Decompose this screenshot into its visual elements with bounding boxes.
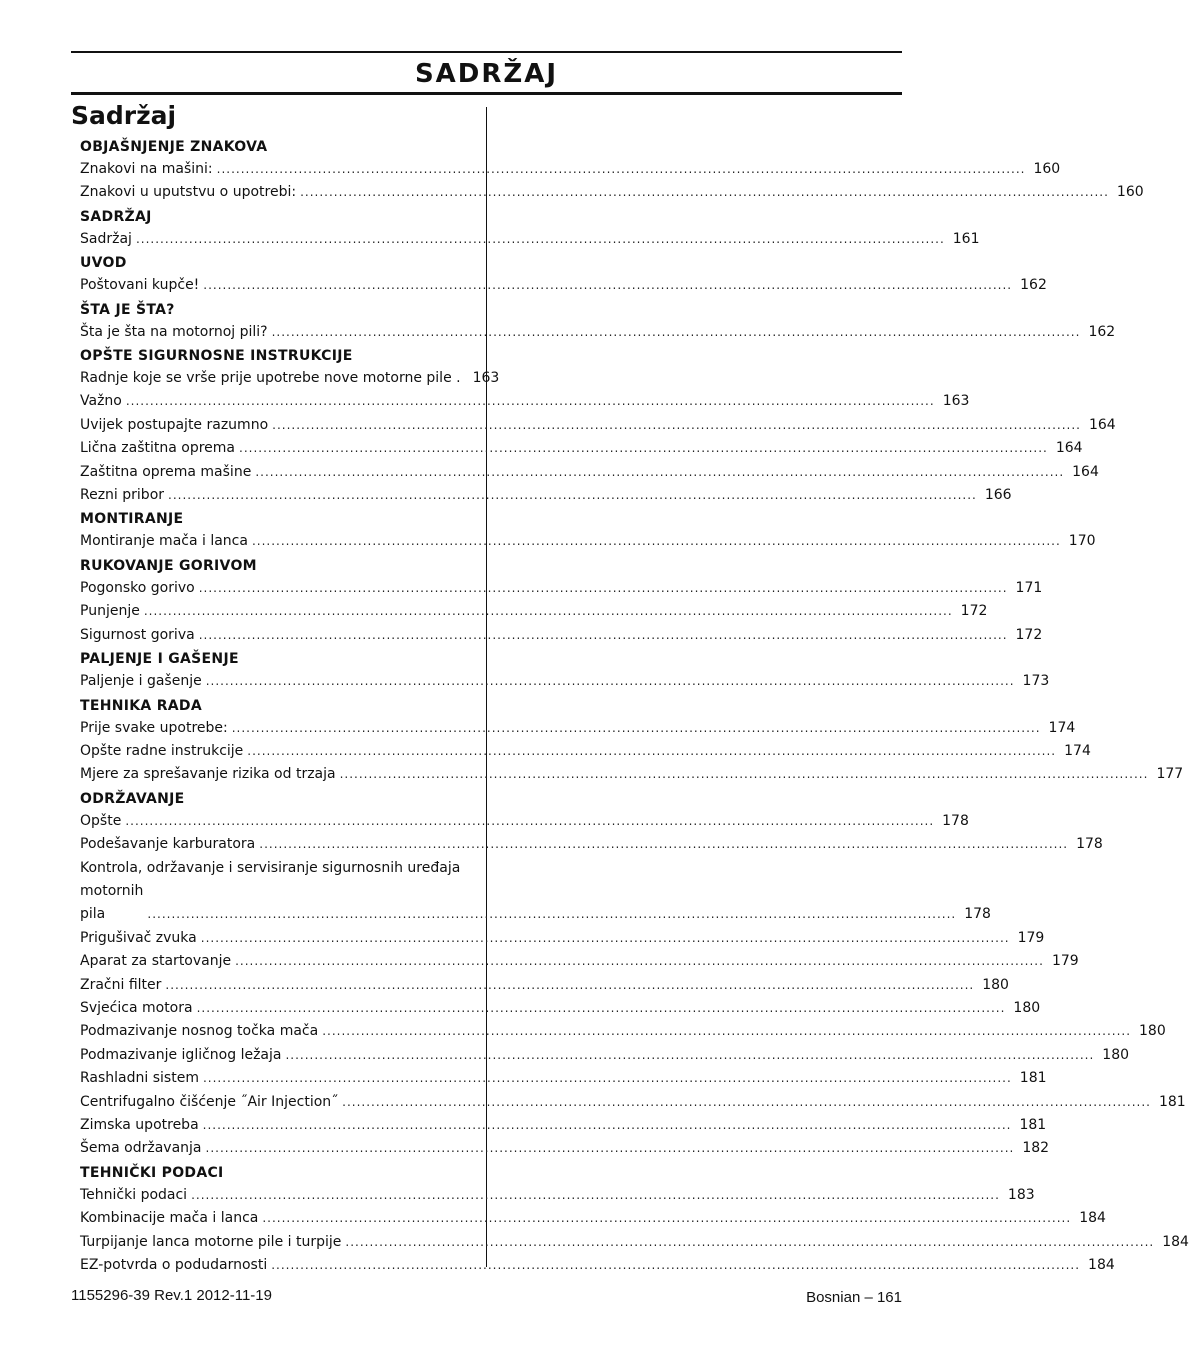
toc-page-number: 164 — [1055, 440, 1083, 457]
toc-entry[interactable] — [80, 1231, 1189, 1254]
toc-entry-label: Zimska upotreba — [80, 1117, 199, 1133]
toc-entry-label: Opšte — [80, 812, 122, 829]
toc-heading: RUKOVANJE GORIVOM — [80, 557, 257, 574]
toc-entry[interactable] — [80, 810, 969, 833]
dot-leader — [203, 274, 1012, 297]
toc-page-number: 180 — [1013, 999, 1041, 1016]
toc-entry[interactable] — [80, 740, 1091, 763]
toc-page-number: 181 — [1019, 1117, 1047, 1133]
toc-entry[interactable] — [80, 997, 1041, 1020]
toc-page-number: 162 — [1020, 277, 1047, 294]
toc-page-number: 173 — [1022, 673, 1050, 690]
toc-page-number: 172 — [960, 603, 988, 620]
dot-leader — [206, 670, 1015, 693]
toc-page-number: 177 — [1156, 766, 1184, 783]
toc-page-number: 160 — [1116, 184, 1144, 201]
toc-entry[interactable] — [80, 274, 1047, 297]
toc-entry-label: Paljenje i gašenje — [80, 673, 202, 690]
toc-heading: ŠTA JE ŠTA? — [80, 301, 175, 318]
toc-entry-label: Znakovi u uputstvu o upotrebi: — [80, 184, 297, 201]
dot-leader — [197, 997, 1006, 1020]
dot-leader — [235, 950, 1044, 973]
toc-entry[interactable] — [80, 1137, 1050, 1160]
dot-leader — [340, 763, 1149, 786]
toc-entry[interactable] — [80, 1114, 1047, 1137]
toc-entry[interactable] — [80, 530, 1096, 553]
toc-entry[interactable] — [80, 670, 1050, 693]
toc-heading: OBJAŠNJENJE ZNAKOVA — [80, 139, 268, 155]
toc-entry-label: Šema održavanja — [80, 1140, 202, 1157]
toc-entry-label: Zaštitna oprema mašine — [80, 463, 252, 480]
toc-entry-label: Šta je šta na motornoj pili? — [80, 323, 268, 340]
toc-entry-label: Kontrola, održavanje i servisiranje sigurnosnih uređaja — [80, 859, 461, 876]
toc-page-number: 179 — [1051, 953, 1079, 970]
top-rule — [71, 51, 902, 53]
dot-leader — [201, 927, 1010, 950]
page-number: Bosnian – 161 — [806, 1289, 902, 1306]
toc-entry[interactable] — [80, 484, 1012, 507]
toc-page-number: 170 — [1068, 533, 1096, 550]
toc-entry[interactable] — [80, 1020, 1166, 1043]
toc-page-number: 182 — [1022, 1140, 1050, 1157]
toc-heading: TEHNIČKI PODACI — [80, 1164, 224, 1181]
dot-leader — [206, 1137, 1015, 1160]
toc-page-number: 162 — [1088, 323, 1116, 340]
toc-entry-label: Rezni pribor — [80, 487, 165, 504]
dot-leader — [147, 903, 956, 926]
toc-entry[interactable] — [80, 717, 1076, 740]
toc-entry[interactable] — [80, 1207, 1106, 1230]
toc-page-number: 174 — [1064, 742, 1091, 759]
toc-page-number: 184 — [1079, 1210, 1106, 1227]
toc-page-number: 161 — [952, 230, 980, 247]
toc-entry[interactable] — [80, 927, 1045, 950]
toc-page-number: 180 — [982, 976, 1009, 993]
toc-entry[interactable] — [80, 624, 1043, 647]
toc-entry-label: Prije svake upotrebe: — [80, 719, 228, 736]
toc-entry-label: Važno — [80, 393, 122, 410]
toc-page-number: 160 — [1033, 161, 1061, 177]
toc-entry[interactable] — [80, 577, 1043, 600]
toc-entry-label: Tehnički podaci — [80, 1186, 188, 1203]
dot-leader — [203, 1067, 1012, 1090]
toc-page-number: 178 — [964, 906, 991, 923]
toc-entry-label-continued: motornih pila — [80, 882, 144, 923]
toc-entry-label: Rashladni sistem — [80, 1070, 199, 1087]
toc-entry-label: Kombinacije mača i lanca — [80, 1210, 259, 1227]
toc-entry[interactable] — [80, 950, 1079, 973]
toc-heading: UVOD — [80, 255, 127, 272]
dot-leader — [272, 414, 1081, 437]
toc-entry[interactable] — [80, 367, 500, 390]
dot-leader — [232, 717, 1041, 740]
toc-entry-label: Mjere za sprešavanje rizika od trzaja — [80, 766, 336, 783]
dot-leader — [342, 1091, 1151, 1114]
dot-leader — [165, 974, 974, 997]
toc-page-number: 178 — [1076, 836, 1103, 853]
toc-entry[interactable] — [80, 158, 1061, 181]
toc-entry[interactable] — [80, 833, 1103, 856]
dot-leader — [136, 228, 945, 251]
page-header-title: SADRŽAJ — [414, 59, 559, 89]
dot-leader — [262, 1207, 1071, 1230]
toc-page-number: 181 — [1158, 1093, 1186, 1110]
section-title: Sadržaj — [71, 101, 177, 130]
dot-leader — [126, 390, 935, 413]
dot-leader — [271, 1254, 1080, 1277]
dot-leader — [191, 1184, 1000, 1207]
dot-leader — [259, 833, 1068, 856]
toc-entry[interactable] — [80, 228, 980, 251]
toc-page-number: 166 — [984, 487, 1012, 504]
toc-entry[interactable] — [80, 1184, 1035, 1207]
toc-page-number: 164 — [1072, 463, 1099, 480]
toc-entry-label: Zračni filter — [80, 976, 162, 993]
toc-entry-label: Turpijanje lanca motorne pile i turpije — [80, 1233, 342, 1250]
toc-entry-label: Podešavanje karburatora — [80, 836, 256, 853]
dot-leader — [300, 181, 1109, 204]
dot-leader — [255, 461, 1064, 484]
toc-heading: PALJENJE I GAŠENJE — [80, 651, 239, 668]
toc-entry-label: Radnje koje se vrše prije upotrebe nove motorne pile . — [80, 370, 461, 387]
toc-entry-label: Pogonsko gorivo — [80, 579, 195, 596]
dot-leader — [199, 624, 1008, 647]
toc-entry[interactable] — [80, 600, 988, 623]
toc-entry-label: Podmazivanje nosnog točka mača — [80, 1023, 319, 1040]
toc-entry[interactable] — [80, 857, 991, 927]
toc-entry[interactable] — [80, 763, 1184, 786]
toc-entry[interactable] — [80, 437, 1083, 460]
toc-page-number: 163 — [472, 370, 500, 387]
dot-leader — [199, 577, 1008, 600]
toc-entry[interactable] — [80, 1044, 1130, 1067]
toc-entry[interactable] — [80, 974, 1009, 997]
dot-leader — [125, 810, 934, 833]
toc-page-number: 180 — [1139, 1023, 1166, 1040]
toc-heading: MONTIRANJE — [80, 511, 184, 528]
toc-entry-label: Uvijek postupajte razumno — [80, 416, 269, 433]
dot-leader — [322, 1020, 1131, 1043]
table-of-contents — [80, 135, 1189, 1277]
toc-page-number: 174 — [1048, 719, 1076, 736]
toc-heading: OPŠTE SIGURNOSNE INSTRUKCIJE — [80, 348, 353, 365]
toc-entry[interactable] — [80, 1254, 1115, 1277]
dot-leader — [285, 1044, 1094, 1067]
dot-leader — [239, 437, 1048, 460]
document-number: 1155296-39 Rev.1 2012-11-19 — [71, 1287, 272, 1304]
toc-entry-label: EZ-potvrda o podudarnosti — [80, 1257, 268, 1274]
toc-entry[interactable] — [80, 321, 1116, 344]
toc-page-number: 181 — [1019, 1070, 1047, 1087]
toc-page-number: 179 — [1017, 929, 1045, 946]
dot-leader — [203, 1114, 1012, 1137]
dot-leader — [168, 484, 977, 507]
toc-entry-label: Aparat za startovanje — [80, 953, 232, 970]
dot-leader — [217, 158, 1026, 181]
toc-entry[interactable] — [80, 1091, 1186, 1114]
toc-heading: ODRŽAVANJE — [80, 790, 185, 807]
toc-entry-label: Svjećica motora — [80, 999, 193, 1016]
header-rule — [71, 92, 902, 95]
toc-page-number: 171 — [1015, 579, 1043, 596]
toc-page-number: 163 — [942, 393, 970, 410]
toc-heading: TEHNIKA RADA — [80, 697, 202, 714]
toc-page-number: 172 — [1015, 626, 1043, 643]
toc-entry-label: Znakovi na mašini: — [80, 161, 213, 177]
toc-entry-label: Sadržaj — [80, 230, 132, 247]
toc-entry-label: Podmazivanje igličnog ležaja — [80, 1046, 282, 1063]
toc-page-number: 180 — [1102, 1046, 1130, 1063]
toc-entry[interactable] — [80, 1067, 1047, 1090]
toc-entry[interactable] — [80, 390, 970, 413]
toc-entry-label: Poštovani kupče! — [80, 277, 200, 294]
toc-entry-label: Punjenje — [80, 603, 140, 620]
dot-leader — [272, 321, 1081, 344]
toc-entry[interactable] — [80, 414, 1116, 437]
toc-entry-label: Lična zaštitna oprema — [80, 440, 236, 457]
dot-leader — [247, 740, 1056, 763]
toc-page-number: 184 — [1162, 1233, 1189, 1250]
toc-entry-label: Montiranje mača i lanca — [80, 533, 248, 550]
toc-entry-label: Opšte radne instrukcije — [80, 742, 244, 759]
toc-page-number: 164 — [1088, 416, 1116, 433]
toc-page-number: 184 — [1088, 1257, 1115, 1274]
toc-entry[interactable] — [80, 181, 1144, 204]
toc-entry-label: Sigurnost goriva — [80, 626, 195, 643]
dot-leader — [345, 1231, 1154, 1254]
toc-entry-label: Prigušivač zvuka — [80, 929, 197, 946]
toc-page-number: 178 — [942, 812, 969, 829]
toc-entry-label: Centrifugalno čišćenje ˝Air Injection˝ — [80, 1093, 339, 1110]
toc-heading: SADRŽAJ — [80, 208, 152, 225]
dot-leader — [252, 530, 1061, 553]
dot-leader — [144, 600, 953, 623]
toc-entry[interactable] — [80, 461, 1099, 484]
toc-page-number: 183 — [1007, 1186, 1035, 1203]
